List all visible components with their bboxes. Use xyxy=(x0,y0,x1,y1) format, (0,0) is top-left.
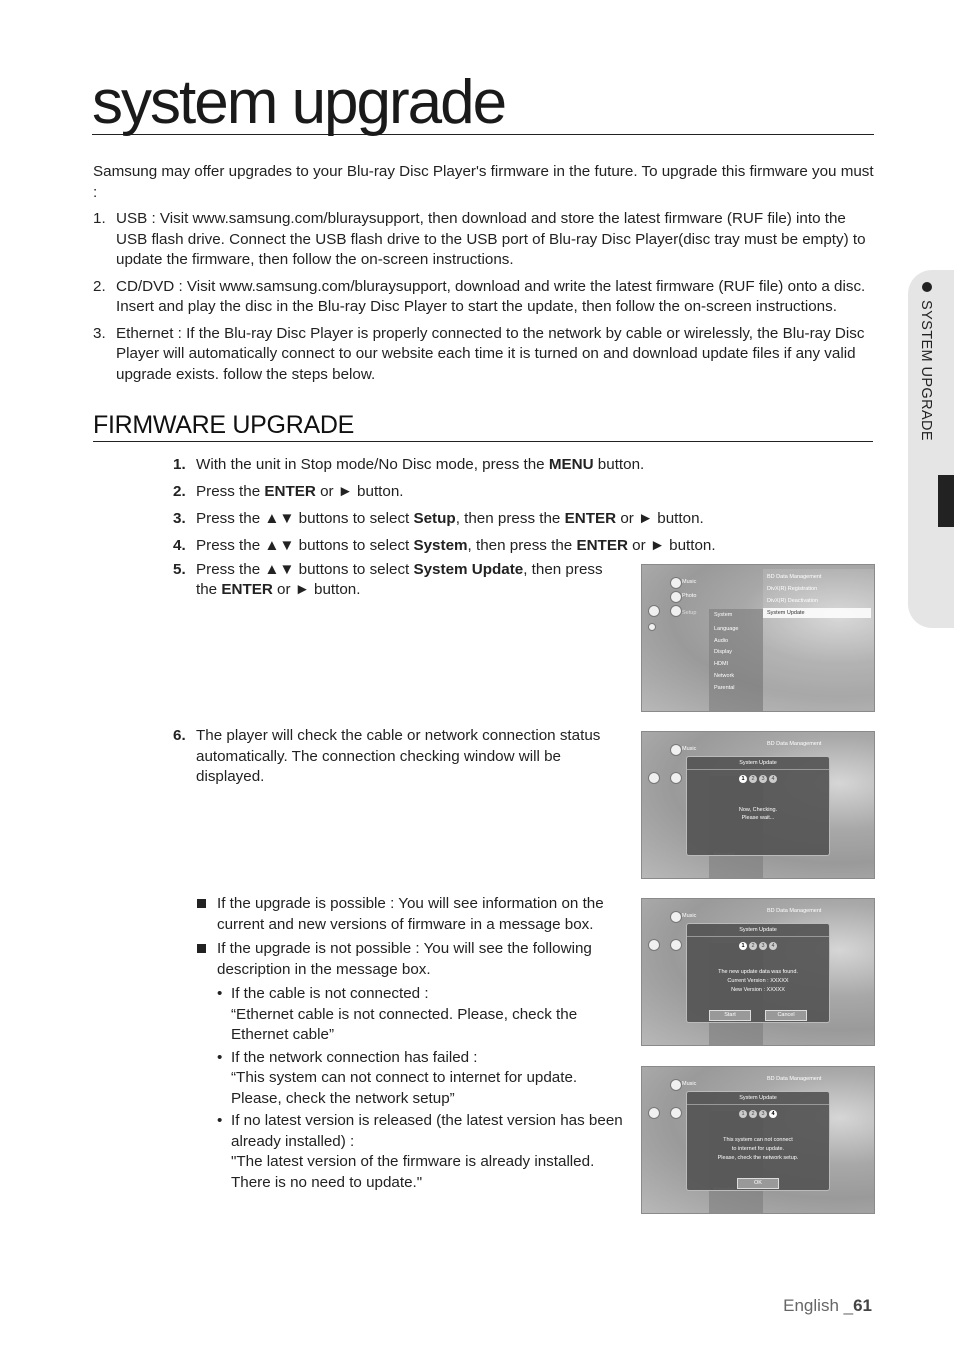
disc-icon xyxy=(648,772,660,784)
screenshot-connection-failed: Music BD Data Management System Update 1 2 3 4 This system can not connect to internet for update. Please, check the network setup. OK xyxy=(641,1066,875,1214)
intro-item: 2. CD/DVD : Visit www.samsung.com/bluraysupport, download and write the latest firmware (RUF file) onto a disc. Insert and play the disc in the Blu-ray Disc Player to start the update, then follow the on-screen instructions. xyxy=(93,277,866,315)
system-update-selected: System Update xyxy=(763,608,871,618)
page-footer: English _61 xyxy=(783,1296,872,1315)
setup-gear-icon xyxy=(670,772,682,784)
step-5: 5. Press the ▲▼ buttons to select System Update, then press xyxy=(173,561,603,578)
square-bullet-icon xyxy=(197,899,206,908)
sub-item: • If the cable is not connected : “Ethernet cable is not connected. Please, check the Ethernet cable” xyxy=(217,985,578,1043)
sub-item: • If no latest version is released (the latest version has been already installed) : "The latest version of the firmware is already installed. There is no need to update." xyxy=(217,1112,623,1191)
setup-gear-icon xyxy=(670,939,682,951)
screenshot-system-menu: Music Photo Setup BD Data Management DivX(R) Registration DivX(R) Deactivation System Update System Language Audio Display HDMI Network Parental xyxy=(641,564,875,712)
intro-lead: Samsung may offer upgrades to your Blu-ray Disc Player's firmware in the future. To upgrade this firmware you must : xyxy=(93,163,874,201)
step-3: 3. Press the ▲▼ buttons to select Setup, then press the ENTER or ► button. xyxy=(173,510,704,527)
bullet-item: If the upgrade is possible : You will see information on the current and new versions of firmware in a message box. xyxy=(195,894,625,935)
cancel-button[interactable]: Cancel xyxy=(765,1010,807,1021)
screenshot-update-found: Music BD Data Management System Update 1 2 3 4 The new update data was found. Current Version : XXXXX New Version : XXXXX Start Cancel xyxy=(641,898,875,1046)
setup-gear-icon xyxy=(670,1107,682,1119)
small-gear-icon xyxy=(648,623,656,631)
update-found-dialog: System Update 1 2 3 4 The new update data was found. Current Version : XXXXX New Version : XXXXX Start Cancel xyxy=(686,923,830,1023)
section-title: FIRMWARE UPGRADE xyxy=(93,410,873,442)
system-submenu xyxy=(709,609,763,711)
intro-item: 1. USB : Visit www.samsung.com/bluraysupport, then download and store the latest firmware (RUF file) into the USB flash drive. Connect the USB flash drive to the USB port of Blu-ray Disc Player(disc tray must be empty) to update the firmware, then follow the on-screen instructions. xyxy=(93,210,866,268)
disc-icon xyxy=(648,1107,660,1119)
step-5-cont: the ENTER or ► button. xyxy=(196,581,361,598)
intro-item: 3. Ethernet : If the Blu-ray Disc Player is properly connected to the network by cable or wirelessly, the Blu-ray Disc Player will automatically connect to our website each time it is turned on and download update files if any valid upgrade exists. follow the steps below. xyxy=(93,324,865,383)
disc-icon xyxy=(648,605,660,617)
intro xyxy=(93,162,878,391)
side-tab-label: SYSTEM UPGRADE xyxy=(918,282,934,441)
square-bullet-icon xyxy=(197,944,206,953)
step-2: 2. Press the ENTER or ► button. xyxy=(173,483,404,500)
sub-item: • If the network connection has failed : “This system can not connect to internet for update. Please, check the network setup” xyxy=(217,1048,578,1107)
setup-gear-icon xyxy=(670,605,682,617)
checking-dialog: System Update 1 2 3 4 Now, Checking. Please wait... xyxy=(686,756,830,856)
music-icon xyxy=(670,744,682,756)
bullet-item: If the upgrade is not possible : You will see the following description in the message box. xyxy=(195,939,625,980)
step-6: 6. The player will check the cable or network connection status automatically. The connection checking window will be displayed. xyxy=(173,727,601,785)
ok-button[interactable]: OK xyxy=(737,1178,779,1189)
bullet-icon xyxy=(922,282,932,292)
disc-icon xyxy=(648,939,660,951)
step-4: 4. Press the ▲▼ buttons to select System, then press the ENTER or ► button. xyxy=(173,537,716,554)
side-tab-marker xyxy=(938,475,954,527)
step-1: 1. With the unit in Stop mode/No Disc mode, press the MENU button. xyxy=(173,456,645,473)
connection-failed-dialog: System Update 1 2 3 4 This system can not connect to internet for update. Please, check the network setup. OK xyxy=(686,1091,830,1191)
start-button[interactable]: Start xyxy=(709,1010,751,1021)
result-bullets xyxy=(195,894,625,1195)
intro-list xyxy=(93,209,878,385)
photo-icon xyxy=(670,591,682,603)
page-title: system upgrade xyxy=(92,72,874,135)
music-icon xyxy=(670,577,682,589)
music-icon xyxy=(670,911,682,923)
screenshot-checking: Music BD Data Management System Update 1 2 3 4 Now, Checking. Please wait... xyxy=(641,731,875,879)
music-icon xyxy=(670,1079,682,1091)
